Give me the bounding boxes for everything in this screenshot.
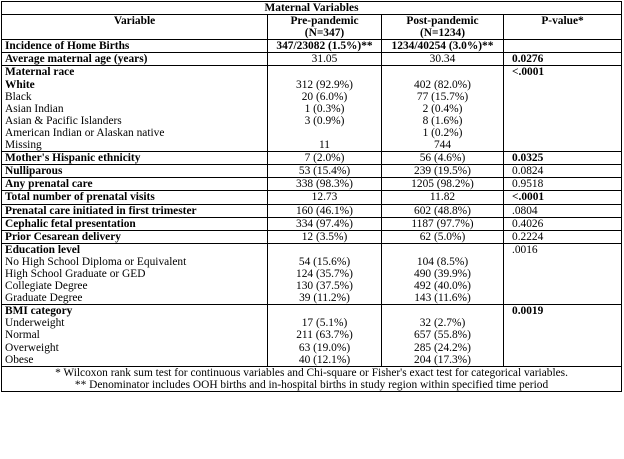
cell-pvalue: 0.0325 xyxy=(504,152,622,165)
table-row xyxy=(2,165,622,178)
cell-pvalue: .0016 xyxy=(504,243,622,304)
subgroup-label: Obese xyxy=(5,353,34,366)
subgroup-label: No High School Diploma or Equivalent xyxy=(5,255,187,268)
subgroup-label: Normal xyxy=(5,329,40,342)
table-row xyxy=(2,53,622,66)
cell-pre: 130 (37.5%) xyxy=(296,280,353,293)
maternal-variables-table xyxy=(1,1,622,392)
cell-post: 204 (17.3%) xyxy=(414,353,471,366)
table-row xyxy=(2,40,622,53)
footnotes xyxy=(2,366,622,392)
row-label: Prior Cesarean delivery xyxy=(2,230,268,243)
table-row xyxy=(2,191,622,204)
cell-post: 104 (8.5%) xyxy=(416,255,469,268)
group-post xyxy=(382,66,504,152)
header-post-pandemic xyxy=(382,15,504,40)
row-label: Cephalic fetal presentation xyxy=(2,217,268,230)
cell-pvalue: 0.4026 xyxy=(504,217,622,230)
cell-post: 285 (24.2%) xyxy=(414,341,471,354)
table-row xyxy=(2,152,622,165)
cell-pre: 63 (19.0%) xyxy=(298,341,351,354)
row-label: Total number of prenatal visits xyxy=(2,191,268,204)
table-row xyxy=(2,178,622,191)
cell-pvalue: <.0001 xyxy=(504,191,622,204)
maternal-variables-table-container xyxy=(1,1,621,392)
cell-pre: 347/23082 (1.5%)** xyxy=(268,40,382,53)
cell-pre: 3 (0.9%) xyxy=(304,114,345,127)
cell-pre: 12.73 xyxy=(268,191,382,204)
header-pre-n: (N=347) xyxy=(304,27,345,40)
row-label: Incidence of Home Births xyxy=(2,40,268,53)
cell-pre: 31.05 xyxy=(268,53,382,66)
group-pre xyxy=(268,66,382,152)
row-label: Any prenatal care xyxy=(2,178,268,191)
subgroup-label: High School Graduate or GED xyxy=(5,267,146,280)
cell-pre: 160 (46.1%) xyxy=(268,204,382,217)
header-row xyxy=(2,15,622,40)
footnote-wilcoxon: * Wilcoxon rank sum test for continuous variables and Chi-square or Fisher's exact test for categorical variables. xyxy=(55,366,568,379)
cell-post: 239 (19.5%) xyxy=(382,165,504,178)
cell-pvalue: 0.0019 xyxy=(504,305,622,366)
table-row-group xyxy=(2,243,622,304)
cell-pvalue: 0.0276 xyxy=(504,53,622,66)
cell-post: 32 (2.7%) xyxy=(419,317,466,330)
header-post-label: Post-pandemic xyxy=(406,15,479,28)
row-label: Mother's Hispanic ethnicity xyxy=(2,152,268,165)
cell-pre: 53 (15.4%) xyxy=(268,165,382,178)
group-pre xyxy=(268,305,382,366)
cell-pvalue: .0804 xyxy=(504,204,622,217)
cell-post: 77 (15.7%) xyxy=(416,90,469,103)
cell-post: 1187 (97.7%) xyxy=(382,217,504,230)
subgroup-label: Missing xyxy=(5,139,42,152)
group-label xyxy=(2,243,268,304)
cell-post: 490 (39.9%) xyxy=(414,267,471,280)
cell-post: 2 (0.4%) xyxy=(422,102,463,115)
cell-post: 62 (5.0%) xyxy=(382,230,504,243)
cell-pre: 39 (11.2%) xyxy=(299,292,350,305)
cell-pre: 312 (92.9%) xyxy=(296,78,353,91)
cell-post: 657 (55.8%) xyxy=(414,329,471,342)
cell-post: 11.82 xyxy=(382,191,504,204)
table-row xyxy=(2,217,622,230)
cell-pre: 124 (35.7%) xyxy=(296,267,353,280)
cell-pvalue: <.0001 xyxy=(504,66,622,152)
subgroup-label: Black xyxy=(5,90,32,103)
cell-post: 30.34 xyxy=(382,53,504,66)
table-title: Maternal Variables xyxy=(2,2,622,15)
header-pre-pandemic xyxy=(268,15,382,40)
cell-pvalue: 0.0824 xyxy=(504,165,622,178)
cell-post: 8 (1.6%) xyxy=(422,114,463,127)
footnote-row xyxy=(2,366,622,392)
header-pvalue: P-value* xyxy=(504,15,622,40)
cell-pvalue: 0.9518 xyxy=(504,178,622,191)
cell-pre: 1 (0.3%) xyxy=(304,102,345,115)
subgroup-label: Asian & Pacific Islanders xyxy=(5,114,122,127)
cell-pre: 17 (5.1%) xyxy=(301,317,348,330)
cell-post: 744 xyxy=(433,139,452,152)
subgroup-label: American Indian or Alaskan native xyxy=(5,126,165,139)
group-post xyxy=(382,243,504,304)
footnote-denominator: ** Denominator includes OOH births and in-hospital births in study region within specified time period xyxy=(74,379,549,392)
cell-post: 143 (11.6%) xyxy=(414,292,471,305)
cell-pre: 211 (63.7%) xyxy=(296,329,353,342)
cell-post: 1234/40254 (3.0%)** xyxy=(382,40,504,53)
cell-post: 1205 (98.2%) xyxy=(382,178,504,191)
table-row-group xyxy=(2,305,622,366)
subgroup-label: Underweight xyxy=(5,317,65,330)
group-post xyxy=(382,305,504,366)
subgroup-label: Graduate Degree xyxy=(5,292,83,305)
cell-post: 402 (82.0%) xyxy=(414,78,471,91)
header-variable: Variable xyxy=(2,15,268,40)
group-title: Education level xyxy=(5,243,80,256)
cell-pre: 7 (2.0%) xyxy=(268,152,382,165)
header-post-n: (N=1234) xyxy=(419,27,466,40)
subgroup-label: Overweight xyxy=(5,341,59,354)
row-label: Nulliparous xyxy=(2,165,268,178)
group-label xyxy=(2,305,268,366)
cell-pre: 40 (12.1%) xyxy=(298,353,351,366)
group-label xyxy=(2,66,268,152)
header-pre-label: Pre-pandemic xyxy=(290,15,359,28)
group-pre xyxy=(268,243,382,304)
subgroup-label: Collegiate Degree xyxy=(5,280,88,293)
group-title: Maternal race xyxy=(5,66,75,79)
cell-pre: 11 xyxy=(319,139,330,152)
cell-pvalue xyxy=(504,40,622,53)
group-title: BMI category xyxy=(5,305,73,318)
table-row-group xyxy=(2,66,622,152)
cell-post: 1 (0.2%) xyxy=(422,126,463,139)
cell-pvalue: 0.2224 xyxy=(504,230,622,243)
subgroup-label: Asian Indian xyxy=(5,102,64,115)
cell-pre: 338 (98.3%) xyxy=(268,178,382,191)
cell-pre: 20 (6.0%) xyxy=(301,90,348,103)
row-label: Average maternal age (years) xyxy=(2,53,268,66)
table-row xyxy=(2,230,622,243)
cell-pre xyxy=(271,127,378,139)
cell-post: 56 (4.6%) xyxy=(382,152,504,165)
row-label: Prenatal care initiated in first trimester xyxy=(2,204,268,217)
table-title-row xyxy=(2,2,622,15)
cell-pre: 12 (3.5%) xyxy=(268,230,382,243)
cell-pre: 54 (15.6%) xyxy=(298,255,351,268)
subgroup-label: White xyxy=(5,78,35,91)
cell-post: 492 (40.0%) xyxy=(414,280,471,293)
table-row xyxy=(2,204,622,217)
cell-pre: 334 (97.4%) xyxy=(268,217,382,230)
cell-post: 602 (48.8%) xyxy=(382,204,504,217)
